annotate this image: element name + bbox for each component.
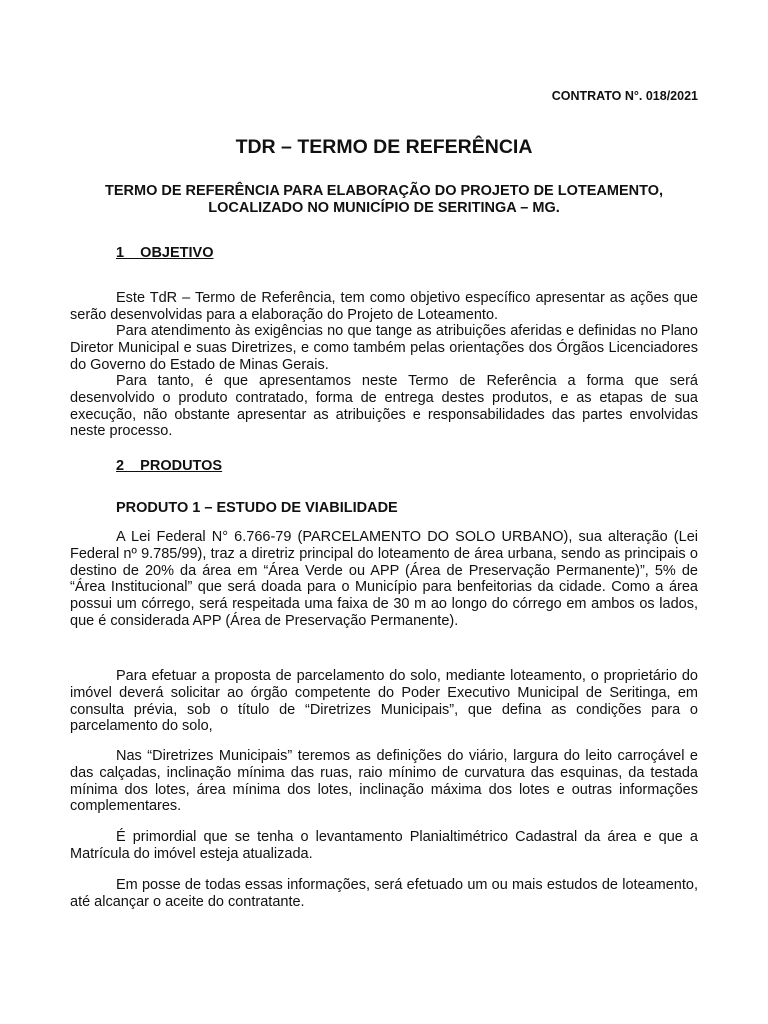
paragraph-objetivo-1: Este TdR – Termo de Referência, tem como objetivo específico apresentar as ações que serão desenvolvidas para a elaboração do Projeto de Loteamento. bbox=[70, 290, 698, 323]
paragraph-objetivo-2: Para atendimento às exigências no que tange as atribuições aferidas e definidas no Plano Diretor Municipal e suas Diretrizes, e como também pelas orientações dos Órgãos Licenciadores do Governo do Estado de Minas Gerais. bbox=[70, 323, 698, 373]
paragraph-produto-3: Nas “Diretrizes Municipais” teremos as definições do viário, largura do leito carroçável e das calçadas, inclinação mínima das ruas, raio mínimo de curvatura das esquinas, da testada mínima dos lotes, área mínima dos lotes, inclinação máxima dos lotes e outras informações complementares. bbox=[70, 748, 698, 815]
paragraph-produto-5: Em posse de todas essas informações, será efetuado um ou mais estudos de loteamento, até alcançar o aceite do contratante. bbox=[70, 877, 698, 910]
section-heading-objetivo: 1 _ OBJETIVO bbox=[116, 245, 214, 261]
paragraph-produto-2: Para efetuar a proposta de parcelamento do solo, mediante loteamento, o proprietário do imóvel deverá solicitar ao órgão competente do Poder Executivo Municipal de Seritinga, em consulta prévia, sob o título de “Diretrizes Municipais”, que defina as condições para o parcelamento do solo, bbox=[70, 668, 698, 735]
contract-number: CONTRATO N°. 018/2021 bbox=[551, 89, 698, 103]
document-title: TDR – TERMO DE REFERÊNCIA bbox=[235, 136, 533, 158]
paragraph-objetivo-3: Para tanto, é que apresentamos neste Termo de Referência a forma que será desenvolvido o produto contratado, forma de entrega destes produtos, e as etapas de sua execução, não obstante apresentar as atribuições e responsabilidades das partes envolvidas neste processo. bbox=[70, 373, 698, 440]
paragraph-produto-4: É primordial que se tenha o levantamento Planialtimétrico Cadastral da área e que a Matrícula do imóvel esteja atualizada. bbox=[70, 829, 698, 862]
section-heading-produtos: 2 _ PRODUTOS bbox=[116, 458, 223, 474]
product-heading: PRODUTO 1 – ESTUDO DE VIABILIDADE bbox=[116, 500, 398, 516]
paragraph-produto-1: A Lei Federal N° 6.766-79 (PARCELAMENTO DO SOLO URBANO), sua alteração (Lei Federal nº 9.785/99), traz a diretriz principal do loteamento de área urbana, sendo as principais o destino de 20% da área em “Área Verde ou APP (Área de Preservação Permanente)”, 5% de “Área Institucional” que será doada para o Município para benfeitorias da cidade. Como a área possui um córrego, será respeitada uma faixa de 30 m ao longo do córrego em ambos os lados, que é considerada APP (Área de Preservação Permanente). bbox=[70, 529, 698, 629]
document-subtitle: TERMO DE REFERÊNCIA PARA ELABORAÇÃO DO PROJETO DE LOTEAMENTO, LOCALIZADO NO MUNICÍPIO DE SERITINGA – MG. bbox=[104, 183, 664, 216]
